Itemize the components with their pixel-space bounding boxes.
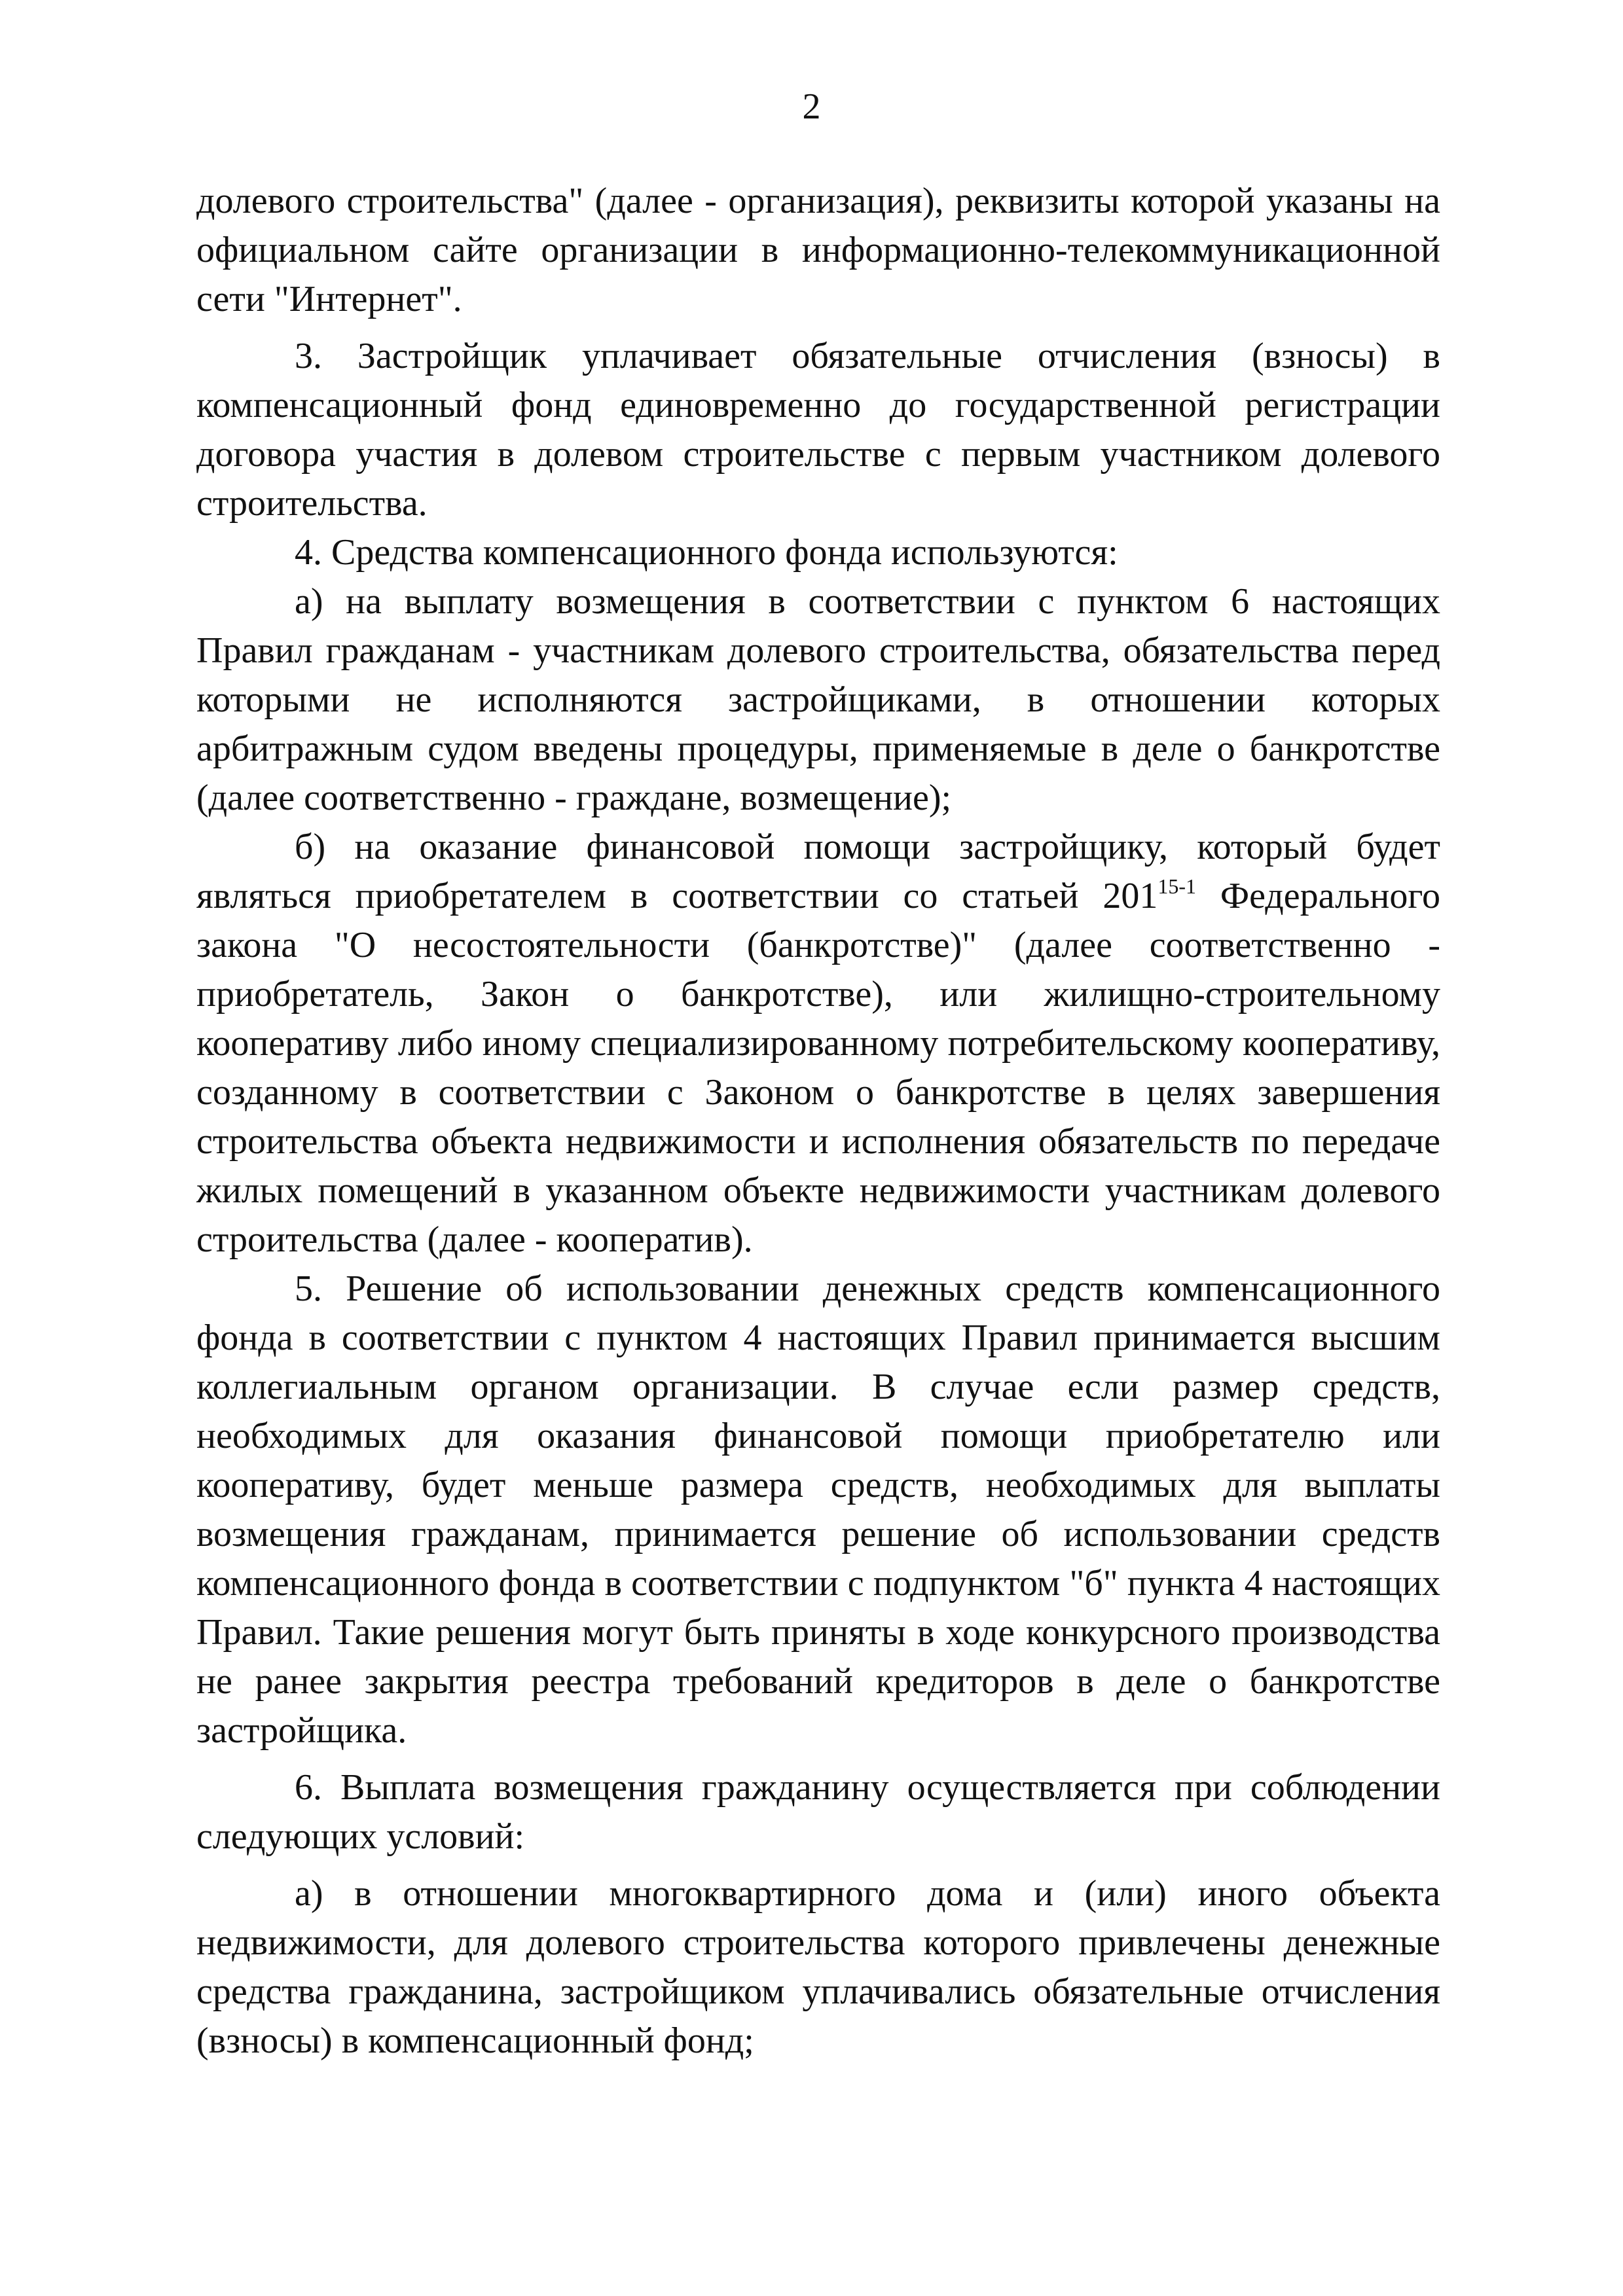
paragraph-6a: а) в отношении многоквартирного дома и (или) иного объекта недвижимости, для долевого строительства которого привлечены денежные средства гражданина, застройщиком уплачивались обязательные отчисления (взносы) в компенсационный фонд; xyxy=(196,1873,1440,2061)
paragraph-5: 5. Решение об использовании денежных средств компенсационного фонда в соответствии с пунктом 4 настоящих Правил принимается высшим коллегиальным органом организации. В случае если размер средств, необходимых для оказания финансовой помощи приобретателю или кооперативу, будет меньше размера средств, необходимых для выплаты возмещения гражданам, принимается решение об использовании средств компенсационного фонда в соответствии с подпунктом "б" пункта 4 настоящих Правил. Такие решения могут быть приняты в ходе конкурсного производства не ранее закрытия реестра требований кредиторов в деле о банкротстве застройщика. xyxy=(196,1268,1440,1751)
paragraph-6: 6. Выплата возмещения гражданину осуществляется при соблюдении следующих условий: xyxy=(196,1767,1440,1857)
paragraph-4: 4. Средства компенсационного фонда используются: xyxy=(295,532,1118,573)
article-superscript: 15-1 xyxy=(1158,874,1197,898)
paragraph-4b xyxy=(196,823,1440,1265)
paragraph-4b-text-start: б) на оказание финансовой помощи застройщику, который будет являться приобретателем в соответствии со статьей 201 xyxy=(196,827,1440,916)
document-body xyxy=(196,177,1440,2066)
paragraph-4b-text-end: Федерального закона "О несостоятельности (банкротстве)" (далее соответственно - приобретатель, Закон о банкротстве), или жилищно-строительному кооперативу либо иному специализированному потребительскому кооперативу, созданному в соответствии с Законом о банкротстве в целях завершения строительства объекта недвижимости и исполнения обязательств по передаче жилых помещений в указанном объекте недвижимости участникам долевого строительства (далее - кооператив). xyxy=(196,876,1440,1260)
paragraph-3: 3. Застройщик уплачивает обязательные отчисления (взносы) в компенсационный фонд единовременно до государственной регистрации договора участия в долевом строительстве с первым участником долевого строительства. xyxy=(196,336,1440,524)
paragraph-4a: а) на выплату возмещения в соответствии с пунктом 6 настоящих Правил гражданам - участникам долевого строительства, обязательства перед которыми не исполняются застройщиками, в отношении которых арбитражным судом введены процедуры, применяемые в деле о банкротстве (далее соответственно - граждане, возмещение); xyxy=(196,581,1440,818)
page-number: 2 xyxy=(802,86,821,127)
paragraph-continuation: долевого строительства" (далее - организация), реквизиты которой указаны на официальном сайте организации в информационно-телекоммуникационной сети "Интернет". xyxy=(196,181,1440,319)
